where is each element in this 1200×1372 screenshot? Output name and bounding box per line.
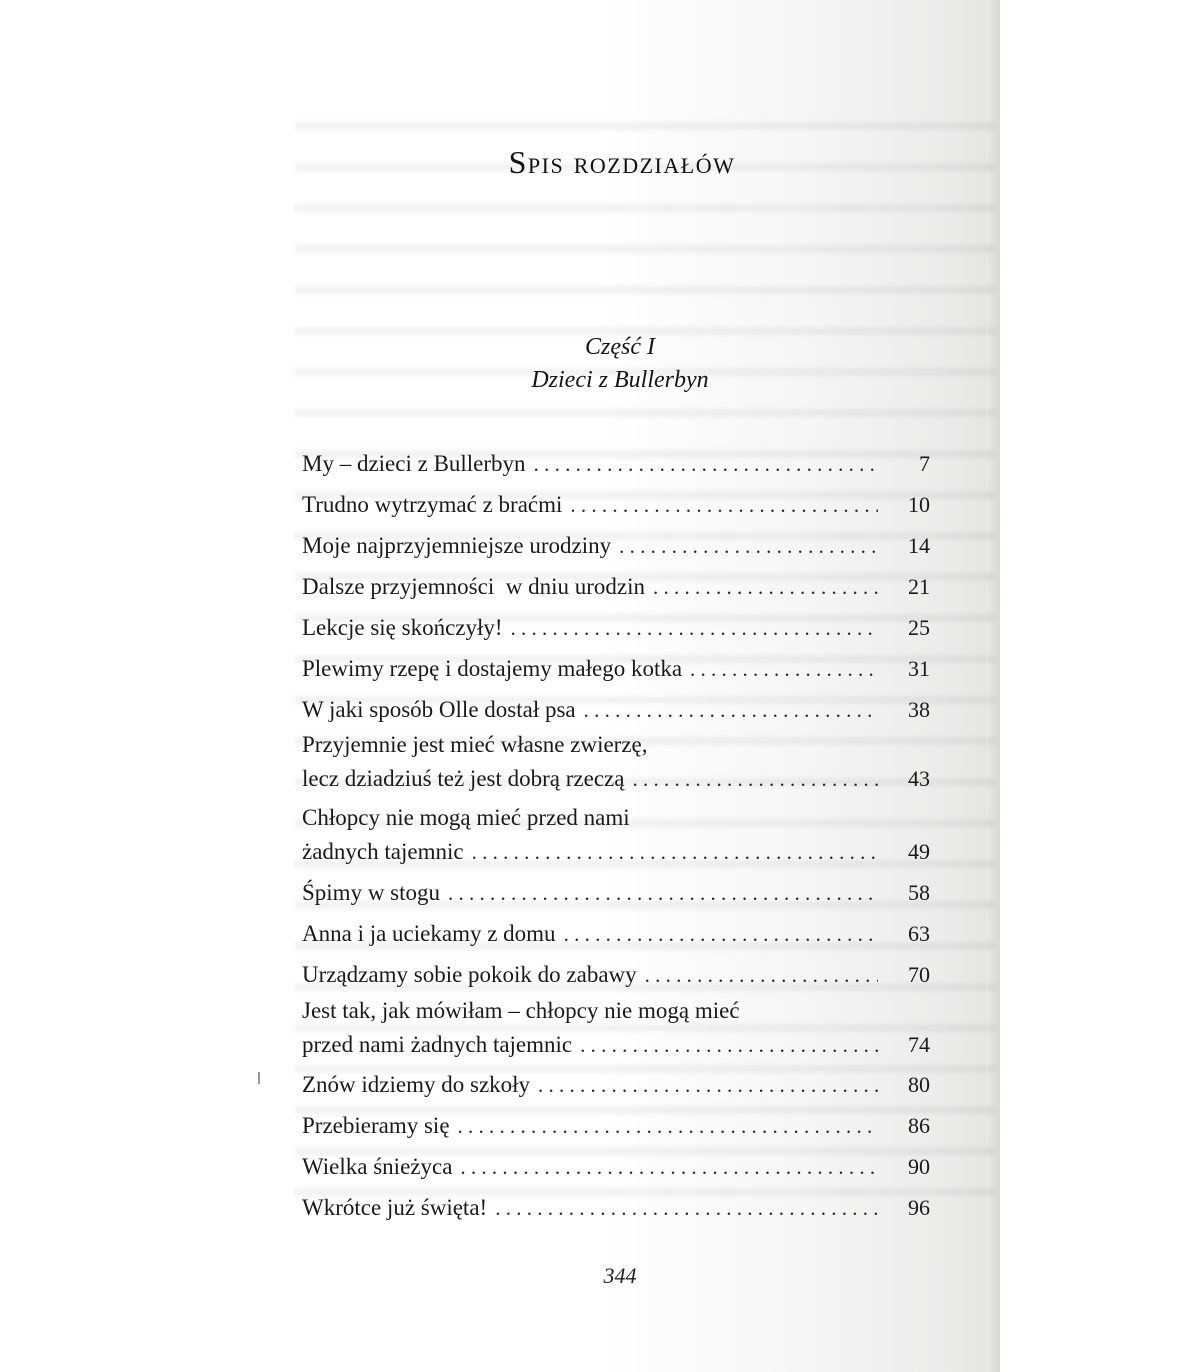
- toc-entry-title: Wkrótce już święta!: [302, 1195, 488, 1220]
- toc-entry: [302, 1068, 930, 1102]
- page-number-folio: 344: [603, 1263, 637, 1288]
- toc-page-number: 14: [908, 533, 930, 558]
- toc-entry-title: Śpimy w stogu: [302, 880, 441, 905]
- toc-entry: [302, 994, 930, 1062]
- toc-entry: [302, 611, 930, 645]
- leader-dots: [472, 835, 878, 869]
- toc-page-number: 63: [908, 921, 930, 946]
- toc-entry-title: Anna i ja uciekamy z domu: [302, 921, 556, 946]
- toc-entry-title-line: Chłopcy nie mogą mieć przed nami: [302, 805, 630, 830]
- toc-page-number: 43: [908, 766, 930, 791]
- toc-entry-title-line: lecz dziadziuś też jest dobrą rzeczą: [302, 766, 625, 791]
- toc-page-number: 25: [908, 615, 930, 640]
- leader-dots: [534, 447, 878, 481]
- toc-page-number: 38: [908, 697, 930, 722]
- toc-entry: [302, 801, 930, 869]
- toc-entry-title: Znów idziemy do szkoły: [302, 1072, 531, 1097]
- toc-entry-title: Plewimy rzepę i dostajemy małego kotka: [302, 656, 683, 681]
- part-number: Część I: [585, 334, 655, 360]
- toc-page-number: 58: [908, 880, 930, 905]
- toc-page-number: 90: [908, 1154, 930, 1179]
- toc-entry-title: Dalsze przyjemności w dniu urodzin: [302, 574, 645, 599]
- toc-page-number: 21: [908, 574, 930, 599]
- leader-dots: [511, 611, 878, 645]
- toc-entry-title-line: Jest tak, jak mówiłam – chłopcy nie mogą mieć: [302, 998, 740, 1023]
- page-title: Spis rozdziałów: [508, 144, 736, 180]
- leader-dots: [653, 570, 878, 604]
- toc-entry-title: W jaki sposób Olle dostał psa: [302, 697, 576, 722]
- toc-entry: [302, 958, 930, 992]
- toc-entry-title: Przebieramy się: [302, 1113, 450, 1138]
- toc-page-number: 49: [908, 839, 930, 864]
- toc-entry: [302, 447, 930, 481]
- toc-entry: [302, 529, 930, 563]
- toc-entry: [302, 488, 930, 522]
- toc-entry-title: Moje najprzyjemniejsze urodziny: [302, 533, 612, 558]
- toc-entry: [302, 693, 930, 727]
- toc-page-number: 86: [908, 1113, 930, 1138]
- leader-dots: [538, 1068, 878, 1102]
- part-title: Dzieci z Bullerbyn: [531, 367, 709, 393]
- leader-dots: [570, 488, 878, 522]
- toc-entry: [302, 728, 930, 796]
- leader-dots: [690, 652, 878, 686]
- toc-entry-title: Lekcje się skończyły!: [302, 615, 503, 640]
- toc-entry-title-line: Przyjemnie jest mieć własne zwierzę,: [302, 732, 648, 757]
- leader-dots: [645, 958, 878, 992]
- leader-dots: [448, 876, 878, 910]
- toc-page-number: 7: [919, 451, 930, 476]
- toc-page-number: 31: [908, 656, 930, 681]
- toc-page-number: 74: [908, 1032, 930, 1057]
- toc-entry-title-line: przed nami żadnych tajemnic: [302, 1032, 573, 1057]
- toc-page-number: 70: [908, 962, 930, 987]
- toc-page-number: 10: [908, 492, 930, 517]
- toc-page-number: 96: [908, 1195, 930, 1220]
- toc-page-number: 80: [908, 1072, 930, 1097]
- leader-dots: [580, 1028, 878, 1062]
- toc-entry-title: My – dzieci z Bullerbyn: [302, 451, 526, 476]
- leader-dots: [460, 1150, 878, 1184]
- leader-dots: [632, 762, 878, 796]
- leader-dots: [458, 1109, 878, 1143]
- toc-entry: [302, 570, 930, 604]
- leader-dots: [584, 693, 878, 727]
- toc-entry-title-line: żadnych tajemnic: [302, 839, 464, 864]
- toc-entry: [302, 876, 930, 910]
- leader-dots: [564, 917, 878, 951]
- toc-entry: [302, 1191, 930, 1225]
- toc-entry: [302, 652, 930, 686]
- leader-dots: [619, 529, 878, 563]
- toc-entry-title: Wielka śnieżyca: [302, 1154, 453, 1179]
- toc-entry-title: Trudno wytrzymać z braćmi: [302, 492, 563, 517]
- toc-entry: [302, 1150, 930, 1184]
- toc-entry-title: Urządzamy sobie pokoik do zabawy: [302, 962, 637, 987]
- leader-dots: [495, 1191, 878, 1225]
- toc-entry: [302, 1109, 930, 1143]
- paper-speck: [258, 1072, 260, 1084]
- toc-entry: [302, 917, 930, 951]
